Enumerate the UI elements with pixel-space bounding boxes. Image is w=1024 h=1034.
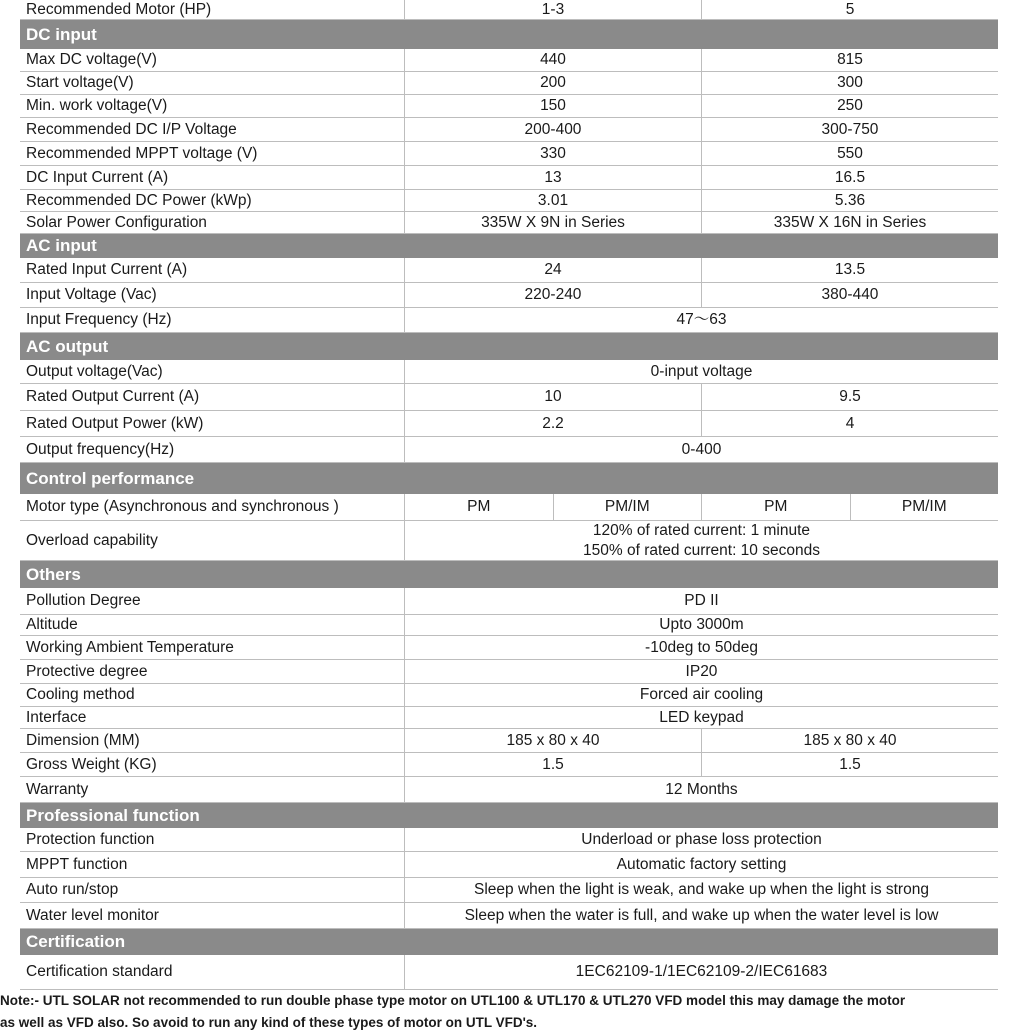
spec-values bbox=[405, 384, 998, 410]
spec-label: Output frequency(Hz) bbox=[20, 437, 405, 462]
section-title: Control performance bbox=[26, 468, 195, 488]
spec-value: IP20 bbox=[685, 662, 718, 680]
spec-values bbox=[405, 684, 998, 706]
spec-row-input-frequency-hz bbox=[20, 308, 998, 333]
spec-value: 550 bbox=[837, 144, 863, 162]
spec-values bbox=[405, 828, 998, 851]
spec-row-dimension-mm bbox=[20, 729, 998, 753]
spec-values bbox=[405, 142, 998, 165]
spec-value: Underload or phase loss protection bbox=[581, 830, 822, 848]
section-title: DC input bbox=[26, 24, 97, 44]
spec-label: Warranty bbox=[20, 777, 405, 802]
spec-row-pollution-degree bbox=[20, 588, 998, 615]
spec-value: 300-750 bbox=[821, 120, 879, 138]
spec-row-gross-weight-kg bbox=[20, 753, 998, 777]
spec-label: Rated Output Power (kW) bbox=[20, 411, 405, 436]
spec-label: Output voltage(Vac) bbox=[20, 360, 405, 383]
spec-values bbox=[405, 212, 998, 233]
section-title: Certification bbox=[26, 932, 126, 951]
section-title: Others bbox=[26, 564, 81, 584]
spec-value: 5.36 bbox=[834, 191, 866, 209]
spec-value: Automatic factory setting bbox=[616, 855, 787, 873]
spec-value: 2.2 bbox=[405, 411, 702, 436]
spec-value: 24 bbox=[405, 258, 702, 282]
spec-value: PM bbox=[405, 494, 554, 520]
spec-values bbox=[405, 729, 998, 752]
spec-values bbox=[405, 308, 998, 332]
spec-table bbox=[20, 0, 998, 990]
spec-row-input-voltage-vac bbox=[20, 283, 998, 308]
spec-row-output-frequency-hz bbox=[20, 437, 998, 463]
spec-row-certification-standard bbox=[20, 955, 998, 990]
spec-value: Sleep when the light is weak, and wake up when the light is strong bbox=[474, 881, 929, 898]
spec-values bbox=[405, 190, 998, 211]
spec-values bbox=[405, 411, 998, 436]
spec-row-rated-output-power-kw bbox=[20, 411, 998, 437]
spec-values bbox=[405, 660, 998, 683]
spec-row-working-ambient-temperature bbox=[20, 636, 998, 660]
spec-value: PM bbox=[702, 494, 851, 520]
spec-value: 47～63 bbox=[676, 311, 727, 328]
spec-value: 1EC62109-1/1EC62109-2/IEC61683 bbox=[575, 963, 828, 980]
spec-label: Water level monitor bbox=[20, 903, 405, 928]
section-title: AC output bbox=[26, 336, 109, 356]
section-header-control-performance bbox=[20, 463, 998, 494]
section-header-certification bbox=[20, 929, 998, 955]
spec-values bbox=[405, 360, 998, 383]
spec-label: Dimension (MM) bbox=[20, 729, 405, 752]
spec-value: 1.5 bbox=[405, 753, 702, 776]
spec-label: Protection function bbox=[20, 828, 405, 851]
spec-row-warranty bbox=[20, 777, 998, 803]
spec-value: 4 bbox=[845, 414, 855, 432]
spec-values bbox=[405, 636, 998, 659]
spec-label: Overload capability bbox=[20, 521, 405, 560]
spec-row-start-voltage-v bbox=[20, 72, 998, 95]
spec-value: 9.5 bbox=[839, 388, 861, 405]
spec-values bbox=[405, 0, 998, 19]
spec-value: PM/IM bbox=[901, 498, 947, 515]
spec-values bbox=[405, 283, 998, 307]
spec-label: Recommended MPPT voltage (V) bbox=[20, 142, 405, 165]
spec-value: 0-400 bbox=[681, 440, 722, 458]
spec-row-max-dc-voltage-v bbox=[20, 49, 998, 72]
spec-value: -10deg to 50deg bbox=[645, 638, 758, 656]
spec-row-recommended-dc-power-kwp bbox=[20, 190, 998, 212]
spec-value: 300 bbox=[837, 74, 863, 91]
spec-label: Solar Power Configuration bbox=[20, 212, 405, 233]
spec-values bbox=[405, 903, 998, 928]
spec-row-recommended-dc-i-p-voltage bbox=[20, 118, 998, 142]
spec-label: Altitude bbox=[20, 615, 405, 635]
spec-value: 150 bbox=[405, 95, 702, 117]
spec-label: Max DC voltage(V) bbox=[20, 49, 405, 71]
spec-value: 1.5 bbox=[839, 755, 861, 773]
footnote-line-2: as well as VFD also. So avoid to run any kind of these types of motor on UTL VFD's. bbox=[0, 1015, 538, 1030]
spec-label: Recommended DC I/P Voltage bbox=[20, 118, 405, 141]
spec-values bbox=[405, 588, 998, 614]
spec-label: DC Input Current (A) bbox=[20, 166, 405, 189]
spec-row-protective-degree bbox=[20, 660, 998, 684]
spec-values bbox=[405, 258, 998, 282]
spec-value: 120% of rated current: 1 minute 150% of rated current: 10 seconds bbox=[583, 521, 820, 559]
spec-values bbox=[405, 707, 998, 728]
spec-value: 380-440 bbox=[821, 286, 879, 303]
spec-row-cooling-method bbox=[20, 684, 998, 707]
spec-label: Pollution Degree bbox=[20, 588, 405, 614]
spec-label: Rated Output Current (A) bbox=[20, 384, 405, 410]
spec-label: MPPT function bbox=[20, 852, 405, 877]
footnote bbox=[0, 990, 1024, 1034]
spec-row-interface bbox=[20, 707, 998, 729]
spec-value: 330 bbox=[405, 142, 702, 165]
spec-row-recommended-mppt-voltage-v bbox=[20, 142, 998, 166]
spec-value: 335W X 9N in Series bbox=[405, 212, 702, 233]
spec-row-mppt-function bbox=[20, 852, 998, 878]
spec-label: Rated Input Current (A) bbox=[20, 258, 405, 282]
spec-value: 0-input voltage bbox=[650, 362, 753, 380]
spec-value: 185 x 80 x 40 bbox=[803, 731, 897, 749]
spec-label: Start voltage(V) bbox=[20, 72, 405, 94]
spec-label: Min. work voltage(V) bbox=[20, 95, 405, 117]
spec-label: Protective degree bbox=[20, 660, 405, 683]
spec-row-rated-input-current-a bbox=[20, 258, 998, 283]
spec-value: 200-400 bbox=[405, 118, 702, 141]
spec-values bbox=[405, 166, 998, 189]
section-title: Professional function bbox=[26, 805, 200, 825]
spec-label: Auto run/stop bbox=[20, 878, 405, 902]
spec-value: 3.01 bbox=[405, 190, 702, 211]
section-header-dc-input bbox=[20, 20, 998, 49]
spec-values bbox=[405, 437, 998, 462]
spec-value: 12 Months bbox=[665, 780, 738, 798]
spec-value: Forced air cooling bbox=[639, 686, 764, 703]
spec-row-rated-output-current-a bbox=[20, 384, 998, 411]
spec-row-min-work-voltage-v bbox=[20, 95, 998, 118]
section-header-ac-output bbox=[20, 333, 998, 360]
spec-row-motor-type-asynchronous-and-synchronous bbox=[20, 494, 998, 521]
spec-label: Working Ambient Temperature bbox=[20, 636, 405, 659]
spec-row-dc-input-current-a bbox=[20, 166, 998, 190]
spec-row-output-voltage-vac bbox=[20, 360, 998, 384]
spec-values bbox=[405, 49, 998, 71]
spec-value: 5 bbox=[845, 0, 855, 18]
spec-values bbox=[405, 753, 998, 776]
spec-label: Gross Weight (KG) bbox=[20, 753, 405, 776]
spec-value: 440 bbox=[405, 49, 702, 71]
spec-values bbox=[405, 72, 998, 94]
spec-label: Recommended DC Power (kWp) bbox=[20, 190, 405, 211]
section-header-professional-function bbox=[20, 803, 998, 828]
section-header-others bbox=[20, 561, 998, 588]
spec-label: Input Frequency (Hz) bbox=[20, 308, 405, 332]
spec-value: 250 bbox=[837, 97, 863, 114]
spec-value: 1-3 bbox=[405, 0, 702, 19]
spec-value: 13 bbox=[405, 166, 702, 189]
spec-value: LED keypad bbox=[659, 708, 744, 726]
spec-values bbox=[405, 852, 998, 877]
spec-values bbox=[405, 521, 998, 560]
spec-label: Cooling method bbox=[20, 684, 405, 706]
spec-row-recommended-motor-hp bbox=[20, 0, 998, 20]
footnote-line-1: Note:- UTL SOLAR not recommended to run double phase type motor on UTL100 & UTL170 & UTL270 VFD model this may damage the motor bbox=[0, 993, 906, 1008]
spec-value: PM/IM bbox=[554, 494, 703, 520]
section-title: AC input bbox=[26, 236, 97, 255]
spec-value: 13.5 bbox=[834, 261, 866, 278]
spec-label: Interface bbox=[20, 707, 405, 728]
spec-value: 335W X 16N in Series bbox=[773, 213, 927, 231]
spec-label: Recommended Motor (HP) bbox=[20, 0, 405, 19]
spec-row-solar-power-configuration bbox=[20, 212, 998, 234]
spec-values bbox=[405, 955, 998, 989]
spec-values bbox=[405, 777, 998, 802]
spec-value: 185 x 80 x 40 bbox=[405, 729, 702, 752]
spec-value: PD II bbox=[684, 592, 719, 609]
spec-row-auto-run-stop bbox=[20, 878, 998, 903]
spec-label: Certification standard bbox=[20, 955, 405, 989]
spec-values bbox=[405, 494, 998, 520]
spec-value: 10 bbox=[405, 384, 702, 410]
spec-row-water-level-monitor bbox=[20, 903, 998, 929]
spec-label: Input Voltage (Vac) bbox=[20, 283, 405, 307]
spec-values bbox=[405, 118, 998, 141]
section-header-ac-input bbox=[20, 234, 998, 258]
spec-value: 16.5 bbox=[834, 168, 866, 186]
spec-row-altitude bbox=[20, 615, 998, 636]
spec-value: 815 bbox=[837, 51, 863, 68]
spec-row-protection-function bbox=[20, 828, 998, 852]
spec-values bbox=[405, 878, 998, 902]
spec-label: Motor type (Asynchronous and synchronous ) bbox=[20, 494, 405, 520]
spec-value: Sleep when the water is full, and wake up when the water level is low bbox=[464, 906, 939, 924]
spec-value: Upto 3000m bbox=[659, 616, 744, 633]
spec-values bbox=[405, 615, 998, 635]
spec-value: 200 bbox=[405, 72, 702, 94]
spec-value: 220-240 bbox=[405, 283, 702, 307]
spec-values bbox=[405, 95, 998, 117]
spec-row-overload-capability bbox=[20, 521, 998, 561]
